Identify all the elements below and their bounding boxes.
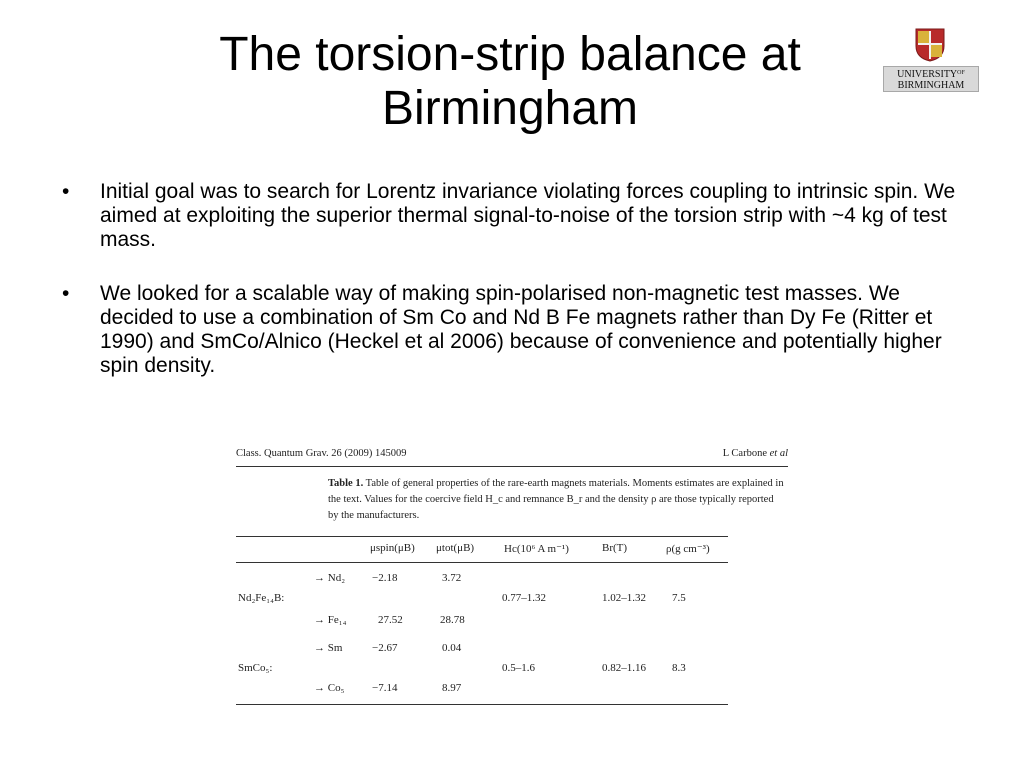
university-logo <box>881 28 981 94</box>
caption-label: Table 1. <box>328 478 364 489</box>
material-name: Nd₂Fe₁₄B: <box>238 592 285 604</box>
scanned-table-figure <box>236 446 788 710</box>
col-header-spin: μspin(μB) <box>370 542 415 554</box>
col-header-rho: ρ(g cm⁻³) <box>666 543 710 555</box>
br-cell: 0.82–1.16 <box>602 662 646 674</box>
bullet-text: Initial goal was to search for Lorentz invariance violating forces coupling to intrinsic spin. We aimed at exploiting the superior thermal signal-to-noise of the torsion strip with ~4 kg of test mass. <box>100 180 956 251</box>
table-bottom-rule <box>236 704 728 705</box>
bullet-list <box>60 180 970 408</box>
slide-title: The torsion-strip balance at Birmingham <box>219 28 801 135</box>
spin-cell: −2.67 <box>372 642 398 654</box>
br-cell: 1.02–1.32 <box>602 592 646 604</box>
element-cell: → Sm <box>314 642 343 654</box>
tot-cell: 0.04 <box>442 642 462 654</box>
bullet-marker: • <box>62 180 70 203</box>
logo-line2: BIRMINGHAM <box>897 80 965 91</box>
crest-icon <box>915 28 945 62</box>
hc-cell: 0.77–1.32 <box>502 592 546 604</box>
hc-cell: 0.5–1.6 <box>502 662 535 674</box>
header-rule <box>236 466 788 467</box>
col-header-br: Br(T) <box>602 542 628 554</box>
logo-line1: UNIVERSITY <box>897 69 958 80</box>
table-top-rule <box>236 536 728 537</box>
col-header-tot: μtot(μB) <box>436 542 475 554</box>
bullet-marker: • <box>62 282 70 305</box>
bullet-item <box>60 282 970 378</box>
element-cell: → Co₅ <box>314 682 345 694</box>
logo-line1-sup: OF <box>957 70 965 76</box>
caption-text: Table of general properties of the rare-earth magnets materials. Moments estimates are explained in the text. Values for the coercive field H_c and remnance B_r and the density ρ are those typically reported by the manufacturers. <box>328 478 784 521</box>
element-cell: → Nd₂ <box>314 572 346 584</box>
logo-wordmark <box>883 66 979 92</box>
table-header-rule <box>236 562 728 563</box>
figure-author <box>723 448 788 459</box>
rho-cell: 7.5 <box>672 592 686 604</box>
journal-reference: Class. Quantum Grav. 26 (2009) 145009 <box>236 448 407 459</box>
author-name: L Carbone <box>722 448 767 459</box>
author-etal: et al <box>769 448 788 459</box>
spin-cell: −2.18 <box>372 572 398 584</box>
spin-cell: 27.52 <box>378 614 403 626</box>
tot-cell: 28.78 <box>440 614 465 626</box>
rho-cell: 8.3 <box>672 662 686 674</box>
col-header-hc: Hc(10⁶ A m⁻¹) <box>504 543 569 555</box>
figure-header <box>236 448 788 459</box>
element-cell: → Fe₁₄ <box>314 614 347 626</box>
tot-cell: 8.97 <box>442 682 462 694</box>
spin-cell: −7.14 <box>372 682 398 694</box>
table-caption <box>328 476 786 524</box>
bullet-text: We looked for a scalable way of making spin-polarised non-magnetic test masses. We decided to use a combination of Sm Co and Nd B Fe magnets rather than Dy Fe (Ritter et 1990) and SmCo/Alnico (Heckel et al 2006) because of convenience and potentially higher spin density. <box>100 282 942 377</box>
bullet-item <box>60 180 970 252</box>
material-name: SmCo₅: <box>238 662 273 674</box>
tot-cell: 3.72 <box>442 572 462 584</box>
